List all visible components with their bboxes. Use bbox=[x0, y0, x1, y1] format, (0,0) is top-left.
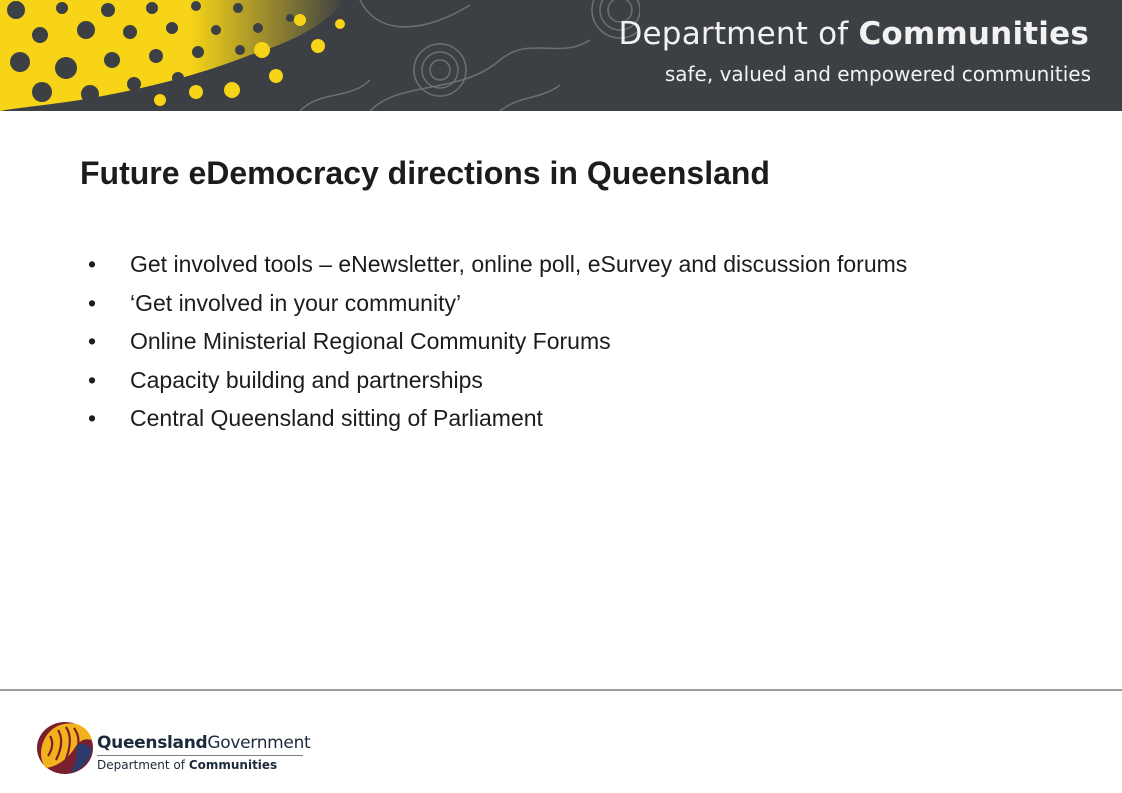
bullet-text: Capacity building and partnerships bbox=[130, 366, 483, 393]
logo-underline bbox=[97, 755, 303, 756]
footer-divider bbox=[0, 689, 1122, 691]
queensland-government-logo bbox=[36, 716, 326, 776]
department-title-bold: Communities bbox=[858, 16, 1089, 52]
department-title-regular: Department of bbox=[618, 16, 859, 52]
header-banner bbox=[0, 0, 1122, 111]
logo-line1-regular: Government bbox=[207, 733, 311, 753]
logo-government-name bbox=[97, 733, 310, 753]
logo-line2-bold: Communities bbox=[188, 758, 278, 772]
bullet-symbol: • bbox=[88, 328, 97, 354]
slide-title: Future eDemocracy directions in Queensland bbox=[80, 155, 770, 191]
bullet-item bbox=[88, 290, 907, 329]
bullet-item bbox=[88, 405, 907, 444]
bullet-symbol: • bbox=[88, 251, 97, 277]
bullet-item bbox=[88, 367, 907, 406]
logo-line2-regular: Department of bbox=[97, 758, 189, 772]
bullet-item bbox=[88, 328, 907, 367]
bullet-symbol: • bbox=[88, 289, 97, 316]
yellow-dots-artwork bbox=[0, 0, 640, 111]
bullet-text: ‘Get involved in your community’ bbox=[130, 289, 462, 316]
bullet-text: Get involved tools – eNewsletter, online poll, eSurvey and discussion forums bbox=[130, 251, 908, 277]
bullet-text: Online Ministerial Regional Community Forums bbox=[130, 328, 611, 354]
bullet-symbol: • bbox=[88, 366, 97, 393]
bullet-symbol: • bbox=[88, 405, 97, 431]
logo-department-name bbox=[97, 758, 277, 772]
bullet-text: Central Queensland sitting of Parliament bbox=[130, 405, 543, 431]
department-tagline: safe, valued and empowered communities bbox=[664, 62, 1091, 86]
department-title bbox=[618, 16, 1089, 52]
bullet-list bbox=[88, 251, 907, 444]
queensland-crest-icon bbox=[36, 716, 94, 776]
bullet-item bbox=[88, 251, 907, 290]
logo-line1-bold: Queensland bbox=[97, 733, 208, 753]
